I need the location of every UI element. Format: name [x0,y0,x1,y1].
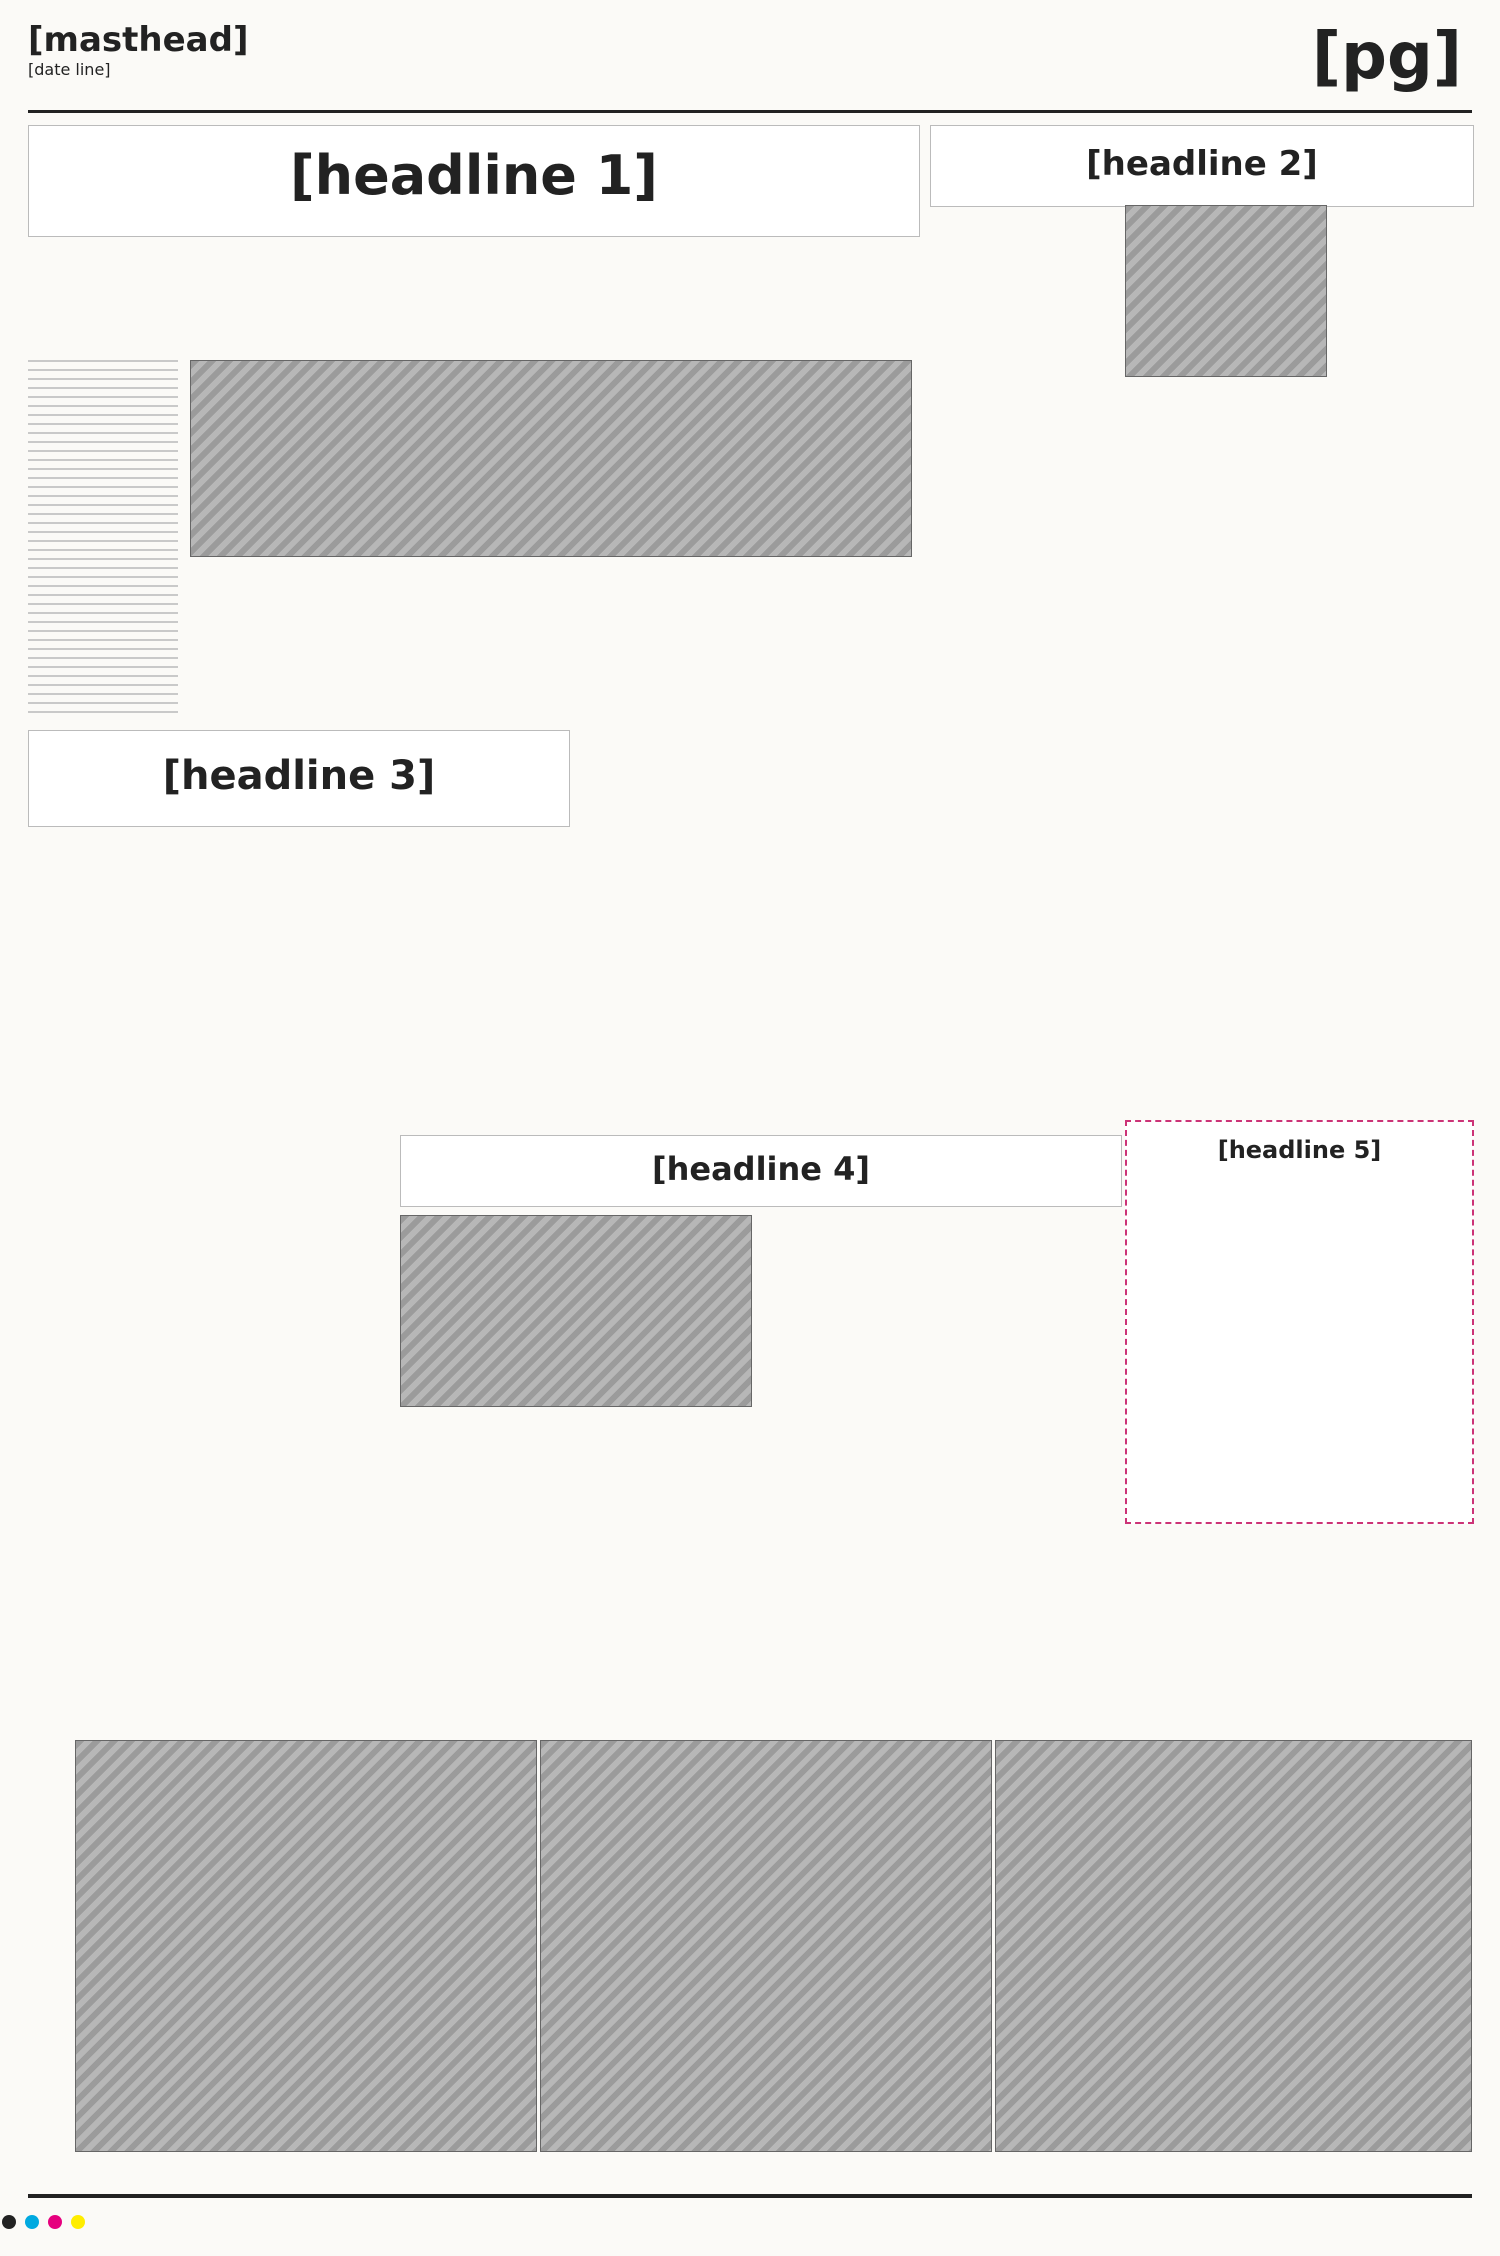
story-1-photo [190,360,912,557]
masthead-subtitle: [date line] [28,60,111,79]
story-3-title: [headline 3] [162,753,436,799]
boxed-feature [1125,1120,1474,1524]
story-3-headline [28,730,570,827]
story-1-text [28,360,178,720]
story-4-photo [400,1215,752,1407]
masthead-title: [masthead] [28,20,249,60]
masthead [28,20,1472,113]
registration-dot [25,2215,39,2229]
story-2-headline [930,125,1474,207]
story-5-title: [headline 5] [1217,1136,1382,1164]
story-4-title: [headline 4] [651,1150,871,1188]
story-1-headline [28,125,920,237]
photo-strip-3 [995,1740,1472,2152]
registration-dot [48,2215,62,2229]
story-4-headline [400,1135,1122,1207]
registration-dot [2,2215,16,2229]
story-2-photo [1125,205,1327,377]
registration-marks [0,2214,1500,2238]
page-number: [pg] [1311,20,1462,94]
story-1-title: [headline 1] [290,144,658,207]
story-2-title: [headline 2] [1086,144,1318,184]
photo-strip-2 [540,1740,992,2152]
bottom-rule [28,2194,1472,2198]
photo-strip-1 [75,1740,537,2152]
registration-dot [71,2215,85,2229]
